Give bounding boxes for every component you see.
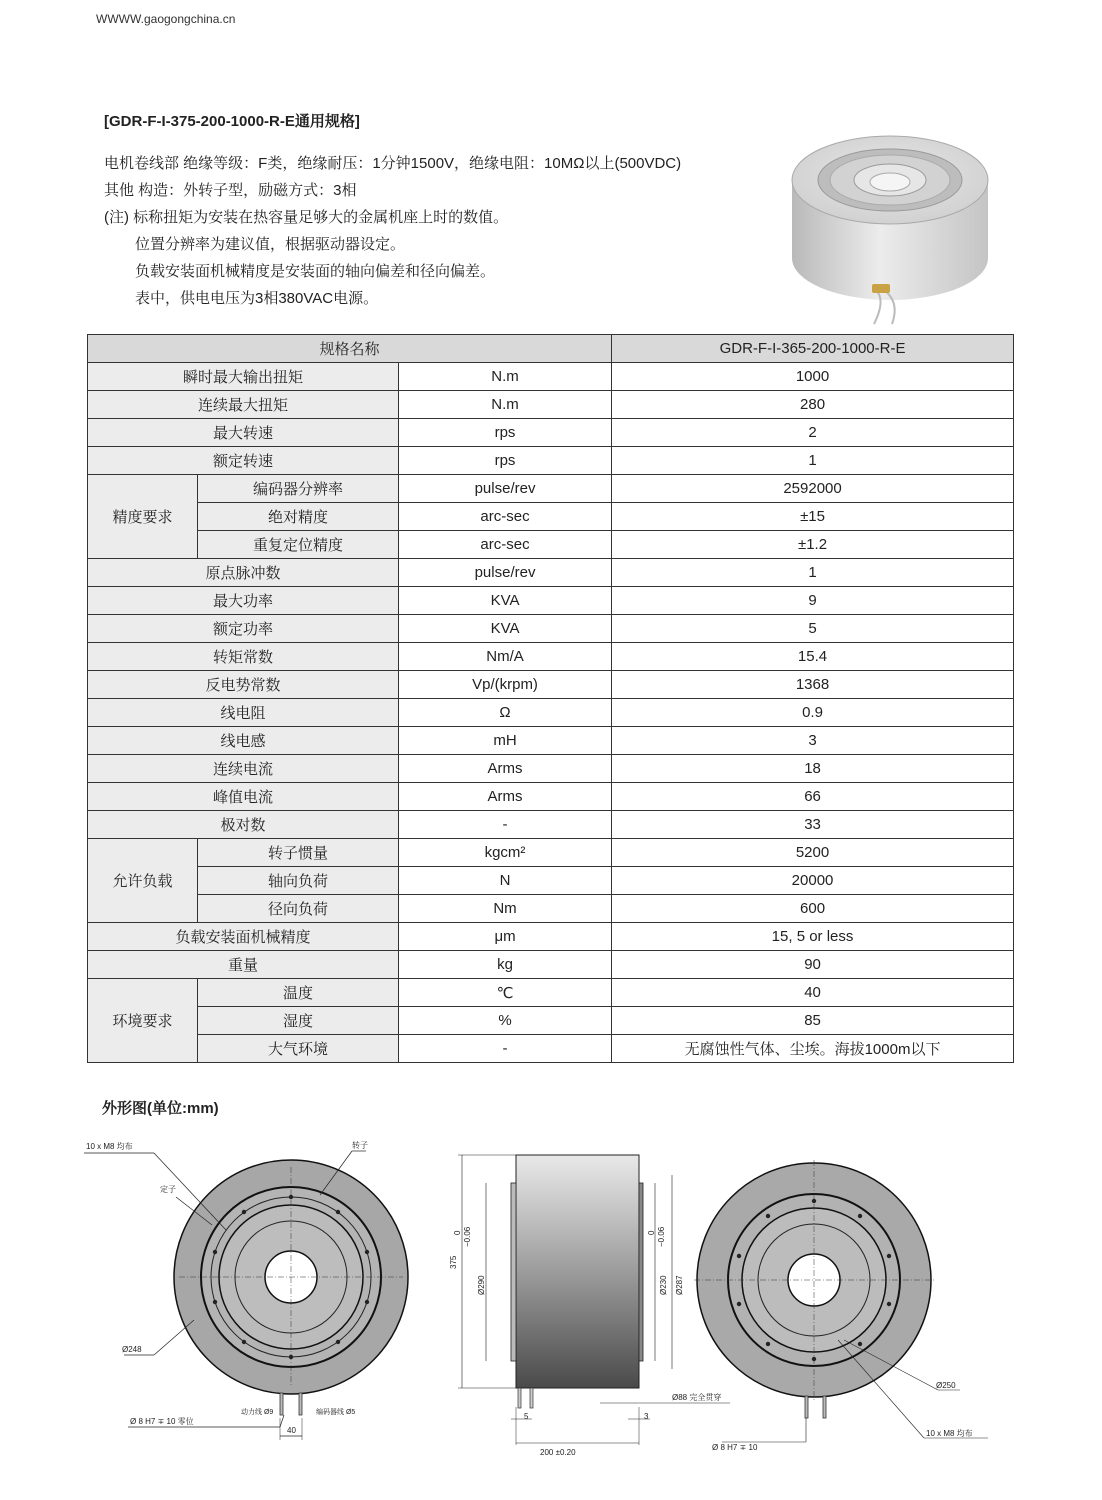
row-unit: %: [399, 1007, 612, 1035]
row-name: 轴向负荷: [198, 867, 399, 895]
row-name: 绝对精度: [198, 503, 399, 531]
rear-bolt-label: 10 x M8 均布: [926, 1429, 973, 1438]
row-name: 峰值电流: [88, 783, 399, 811]
row-value: 33: [612, 811, 1014, 839]
row-name: 径向负荷: [198, 895, 399, 923]
row-value: 15.4: [612, 643, 1014, 671]
table-row: [88, 867, 1014, 895]
row-unit: kg: [399, 951, 612, 979]
left-step-label: 5: [524, 1412, 529, 1421]
table-row: [88, 643, 1014, 671]
row-unit: Vp/(krpm): [399, 671, 612, 699]
row-unit: rps: [399, 447, 612, 475]
row-unit: Arms: [399, 755, 612, 783]
row-group: 环境要求: [88, 979, 198, 1063]
row-value: ±15: [612, 503, 1014, 531]
row-unit: Nm/A: [399, 643, 612, 671]
row-value: 40: [612, 979, 1014, 1007]
table-row: [88, 951, 1014, 979]
bolt-pattern-label: 10 x M8 均布: [86, 1142, 133, 1151]
table-row: [88, 699, 1014, 727]
row-value: 85: [612, 1007, 1014, 1035]
row-unit: rps: [399, 419, 612, 447]
table-row: [88, 783, 1014, 811]
tolerance-right-top: 0: [647, 1230, 656, 1235]
row-name: 重复定位精度: [198, 531, 399, 559]
site-url[interactable]: WWWW.gaogongchina.cn: [96, 12, 236, 26]
row-unit: μm: [399, 923, 612, 951]
row-value: 0.9: [612, 699, 1014, 727]
row-name: 重量: [88, 951, 399, 979]
row-group: 允许负载: [88, 839, 198, 923]
row-value: 280: [612, 391, 1014, 419]
row-name: 转子惯量: [198, 839, 399, 867]
row-value: 1: [612, 447, 1014, 475]
table-header-model: GDR-F-I-365-200-1000-R-E: [612, 335, 1014, 363]
table-row: [88, 1035, 1014, 1063]
row-value: 15, 5 or less: [612, 923, 1014, 951]
dia-290-label: Ø290: [477, 1275, 486, 1295]
table-row: [88, 727, 1014, 755]
dia-230-label: Ø230: [659, 1275, 668, 1295]
table-header-row: [88, 335, 1014, 363]
note-line: 位置分辨率为建议值，根据驱动器设定。: [135, 236, 406, 253]
row-unit: -: [399, 811, 612, 839]
row-unit: N.m: [399, 363, 612, 391]
row-name: 线电阻: [88, 699, 399, 727]
row-unit: ℃: [399, 979, 612, 1007]
row-name: 编码器分辨率: [198, 475, 399, 503]
row-value: 2: [612, 419, 1014, 447]
row-value: 3: [612, 727, 1014, 755]
row-name: 原点脉冲数: [88, 559, 399, 587]
diameter-label: Ø248: [122, 1345, 142, 1354]
through-hole-label: Ø88 完全贯穿: [672, 1393, 722, 1402]
row-unit: N: [399, 867, 612, 895]
note-line: 电机卷线部 绝缘等级：F类，绝缘耐压：1分钟1500V，绝缘电阻：10MΩ以上(500VDC): [104, 155, 682, 172]
table-row: [88, 419, 1014, 447]
table-row: [88, 447, 1014, 475]
tolerance-left-bottom: −0.06: [463, 1226, 472, 1247]
row-unit: KVA: [399, 587, 612, 615]
row-unit: pulse/rev: [399, 475, 612, 503]
row-value: 66: [612, 783, 1014, 811]
row-group: 精度要求: [88, 475, 198, 559]
row-unit: -: [399, 1035, 612, 1063]
tolerance-left-top: 0: [453, 1230, 462, 1235]
table-row: [88, 503, 1014, 531]
row-unit: arc-sec: [399, 503, 612, 531]
table-header-name: 规格名称: [88, 335, 612, 363]
row-value: 2592000: [612, 475, 1014, 503]
row-value: 1368: [612, 671, 1014, 699]
note-line: 表中，供电电压为3相380VAC电源。: [135, 290, 379, 307]
row-value: 5200: [612, 839, 1014, 867]
row-unit: pulse/rev: [399, 559, 612, 587]
spec-table: [87, 334, 1014, 1063]
rear-view-drawing: [688, 1140, 1000, 1460]
dia-287-label: Ø287: [675, 1275, 684, 1295]
row-unit: arc-sec: [399, 531, 612, 559]
table-row: [88, 839, 1014, 867]
row-unit: KVA: [399, 615, 612, 643]
row-name: 负载安装面机械精度: [88, 923, 399, 951]
table-row: [88, 923, 1014, 951]
table-row: [88, 615, 1014, 643]
table-row: [88, 559, 1014, 587]
row-name: 最大转速: [88, 419, 399, 447]
table-row: [88, 811, 1014, 839]
right-step-label: 3: [644, 1412, 649, 1421]
side-view-drawing: [440, 1145, 722, 1465]
row-name: 线电感: [88, 727, 399, 755]
stator-label: 定子: [160, 1185, 176, 1194]
table-row: [88, 391, 1014, 419]
encoder-cable-label: 编码器线 Ø5: [316, 1409, 356, 1416]
row-unit: mH: [399, 727, 612, 755]
pin-spacing-label: 40: [287, 1426, 296, 1435]
table-row: [88, 671, 1014, 699]
drawings-title: 外形图(单位:mm): [102, 1100, 219, 1117]
power-cable-label: 动力线 Ø9: [241, 1409, 274, 1416]
row-name: 湿度: [198, 1007, 399, 1035]
table-row: [88, 755, 1014, 783]
row-value: 无腐蚀性气体、尘埃。海拔1000m以下: [612, 1035, 1014, 1063]
row-value: 600: [612, 895, 1014, 923]
row-value: 9: [612, 587, 1014, 615]
motor-product-photo: [780, 118, 1000, 328]
table-row: [88, 363, 1014, 391]
note-line: 负载安装面机械精度是安装面的轴向偏差和径向偏差。: [135, 263, 496, 280]
table-row: [88, 979, 1014, 1007]
rear-diameter-label: Ø250: [936, 1381, 956, 1390]
tolerance-right-bottom: −0.06: [657, 1226, 666, 1247]
row-name: 温度: [198, 979, 399, 1007]
row-unit: N.m: [399, 391, 612, 419]
row-name: 瞬时最大输出扭矩: [88, 363, 399, 391]
row-unit: kgcm²: [399, 839, 612, 867]
row-name: 最大功率: [88, 587, 399, 615]
spec-title: [GDR-F-I-375-200-1000-R-E通用规格]: [104, 113, 360, 130]
row-value: 5: [612, 615, 1014, 643]
table-row: [88, 531, 1014, 559]
note-line: (注) 标称扭矩为安装在热容量足够大的金属机座上时的数值。: [104, 209, 509, 226]
row-name: 反电势常数: [88, 671, 399, 699]
row-name: 极对数: [88, 811, 399, 839]
row-value: 1000: [612, 363, 1014, 391]
rotor-label: 转子: [352, 1141, 368, 1150]
row-name: 连续电流: [88, 755, 399, 783]
row-value: 90: [612, 951, 1014, 979]
row-value: 1: [612, 559, 1014, 587]
row-name: 额定功率: [88, 615, 399, 643]
row-unit: Nm: [399, 895, 612, 923]
note-line: 其他 构造：外转子型，励磁方式：3相: [104, 182, 357, 199]
row-name: 额定转速: [88, 447, 399, 475]
row-value: ±1.2: [612, 531, 1014, 559]
row-value: 20000: [612, 867, 1014, 895]
height-label: 375: [449, 1255, 458, 1269]
spec-notes: [104, 150, 681, 312]
row-name: 大气环境: [198, 1035, 399, 1063]
table-row: [88, 587, 1014, 615]
row-unit: Ω: [399, 699, 612, 727]
row-name: 转矩常数: [88, 643, 399, 671]
table-row: [88, 475, 1014, 503]
row-unit: Arms: [399, 783, 612, 811]
rear-pin-label: Ø 8 H7 ∓ 10: [712, 1443, 758, 1452]
row-value: 18: [612, 755, 1014, 783]
zero-pin-label: Ø 8 H7 ∓ 10 零位: [130, 1417, 194, 1426]
table-row: [88, 895, 1014, 923]
table-row: [88, 1007, 1014, 1035]
length-label: 200 ±0.20: [540, 1448, 576, 1457]
front-view-drawing: [84, 1135, 424, 1445]
row-name: 连续最大扭矩: [88, 391, 399, 419]
